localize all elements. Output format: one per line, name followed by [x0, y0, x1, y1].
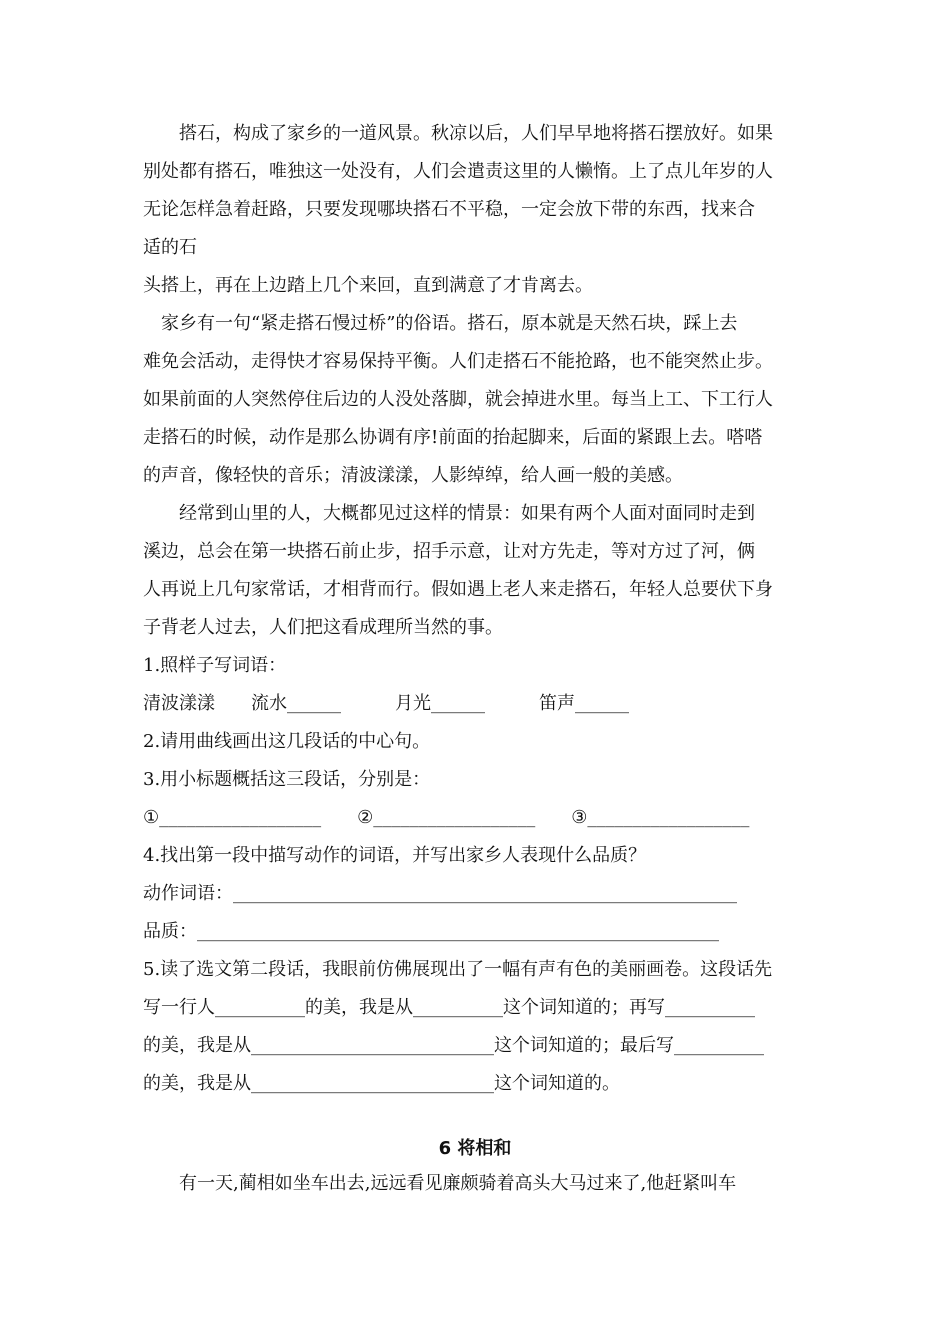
question-5-line: 5.读了选文第二段话，我眼前仿佛展现出了一幅有声有色的美丽画卷。这段话先: [143, 959, 773, 980]
text-line: 的声音，像轻快的音乐；清波漾漾，人影绰绰，给人画一般的美感。: [143, 465, 683, 486]
question-4-action-words: 动作词语：________________________________________________________: [143, 883, 737, 904]
question-5-line: 的美，我是从___________________________这个词知道的。: [143, 1073, 620, 1094]
question-5-line: 的美，我是从___________________________这个词知道的；最后写__________: [143, 1035, 764, 1056]
question-1: 1.照样子写词语：: [143, 655, 287, 676]
section-first-line: 有一天,蔺相如坐车出去,远远看见廉颇骑着高头大马过来了,他赶紧叫车: [143, 1173, 737, 1194]
text-line: 子背老人过去，人们把这看成理所当然的事。: [143, 617, 503, 638]
question-3-blanks: ①__________________ ②__________________ ③__________________: [143, 807, 750, 828]
text-line: 头搭上，再在上边踏上几个来回，直到满意了才肯离去。: [143, 275, 593, 296]
text-line: 如果前面的人突然停住后边的人没处落脚，就会掉进水里。每当上工、下工行人: [143, 389, 773, 410]
text-line: 家乡有一句“紧走搭石慢过桥”的俗语。搭石，原本就是天然石块，踩上去: [143, 313, 738, 334]
text-line: 无论怎样急着赶路，只要发现哪块搭石不平稳，一定会放下带的东西，找来合: [143, 199, 755, 220]
text-line: 适的石: [143, 237, 197, 258]
text-line: 走搭石的时候，动作是那么协调有序!前面的抬起脚来，后面的紧跟上去。嗒嗒: [143, 427, 763, 448]
text-line: 搭石，构成了家乡的一道风景。秋凉以后，人们早早地将搭石摆放好。如果: [143, 123, 773, 144]
text-line: 溪边，总会在第一块搭石前止步，招手示意，让对方先走，等对方过了河，俩: [143, 541, 755, 562]
question-4-quality: 品质：__________________________________________________________: [143, 921, 719, 942]
section-title: 6 将相和: [438, 1138, 512, 1159]
question-1-words: 清波漾漾 流水______ 月光______ 笛声______: [143, 693, 629, 714]
text-line: 经常到山里的人，大概都见过这样的情景：如果有两个人面对面同时走到: [143, 503, 755, 524]
text-line: 难免会活动，走得快才容易保持平衡。人们走搭石不能抢路，也不能突然止步。: [143, 351, 773, 372]
question-4: 4.找出第一段中描写动作的词语，并写出家乡人表现什么品质？: [143, 845, 647, 866]
text-line: 别处都有搭石，唯独这一处没有，人们会遣责这里的人懒惰。上了点儿年岁的人: [143, 161, 773, 182]
question-3: 3.用小标题概括这三段话，分别是：: [143, 769, 431, 790]
question-2: 2.请用曲线画出这几段话的中心句。: [143, 731, 431, 752]
question-5-line: 写一行人__________的美，我是从__________这个词知道的；再写__________: [143, 997, 755, 1018]
text-line: 人再说上几句家常话，才相背而行。假如遇上老人来走搭石，年轻人总要伏下身: [143, 579, 773, 600]
